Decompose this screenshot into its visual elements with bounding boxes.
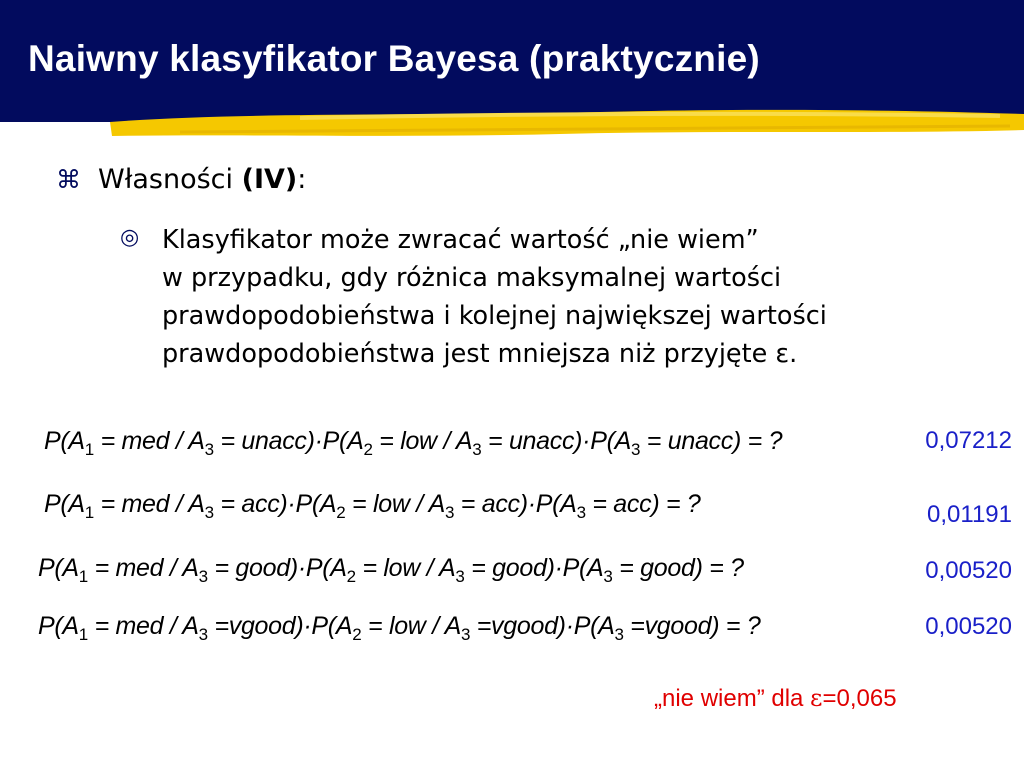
- value-good: 0,00520: [925, 557, 1012, 584]
- value-vgood: 0,00520: [925, 613, 1012, 640]
- bullet2-text: Klasyfikator może zwracać wartość „nie wiem” w przypadku, gdy różnica maksymalnej wartości prawdopodobieństwa i kolejnej największej wartości prawdopodobieństwa jest mniejsza niż przyjęte ε.: [162, 225, 827, 369]
- yellow-brush-stroke: [0, 100, 1024, 145]
- formula-unacc: $P(A_1$ = med / $A_3$ = $unacc)\cdot P(A_2$ = low / $A_3$ = $unacc)\cdot P(A_3$ = unacc) = ?: [44, 427, 783, 459]
- target-bullet-icon: ◎: [120, 225, 140, 250]
- slide-title: Naiwny klasyfikator Bayesa (praktycznie): [28, 38, 760, 79]
- bullet-level2: [120, 221, 980, 373]
- dont-know-note: „nie wiem” dla ε=0,065: [654, 684, 897, 712]
- bullet-level1: [56, 164, 306, 195]
- formula-vgood: $P(A_1$ = med / $A_3$ $=vgood)\cdot P(A_2$ = low / $A_3$ $=vgood)\cdot P(A_3$ =vgood) = ?: [38, 612, 761, 644]
- command-icon: ⌘: [56, 165, 81, 194]
- formula-good: $P(A_1$ = med / $A_3$ = $good)\cdot P(A_2$ = low / $A_3$ = $good)\cdot P(A_3$ = good) = ?: [38, 554, 744, 586]
- value-acc: 0,01191: [927, 501, 1012, 528]
- value-unacc: 0,07212: [925, 427, 1012, 454]
- bullet1-text: Własności (IV):: [98, 164, 307, 195]
- formula-acc: $P(A_1$ = med / $A_3 = acc)\cdot P(A_2$ = low / $A_3 = acc)\cdot P(A_3 = acc)$ = ?: [44, 490, 701, 522]
